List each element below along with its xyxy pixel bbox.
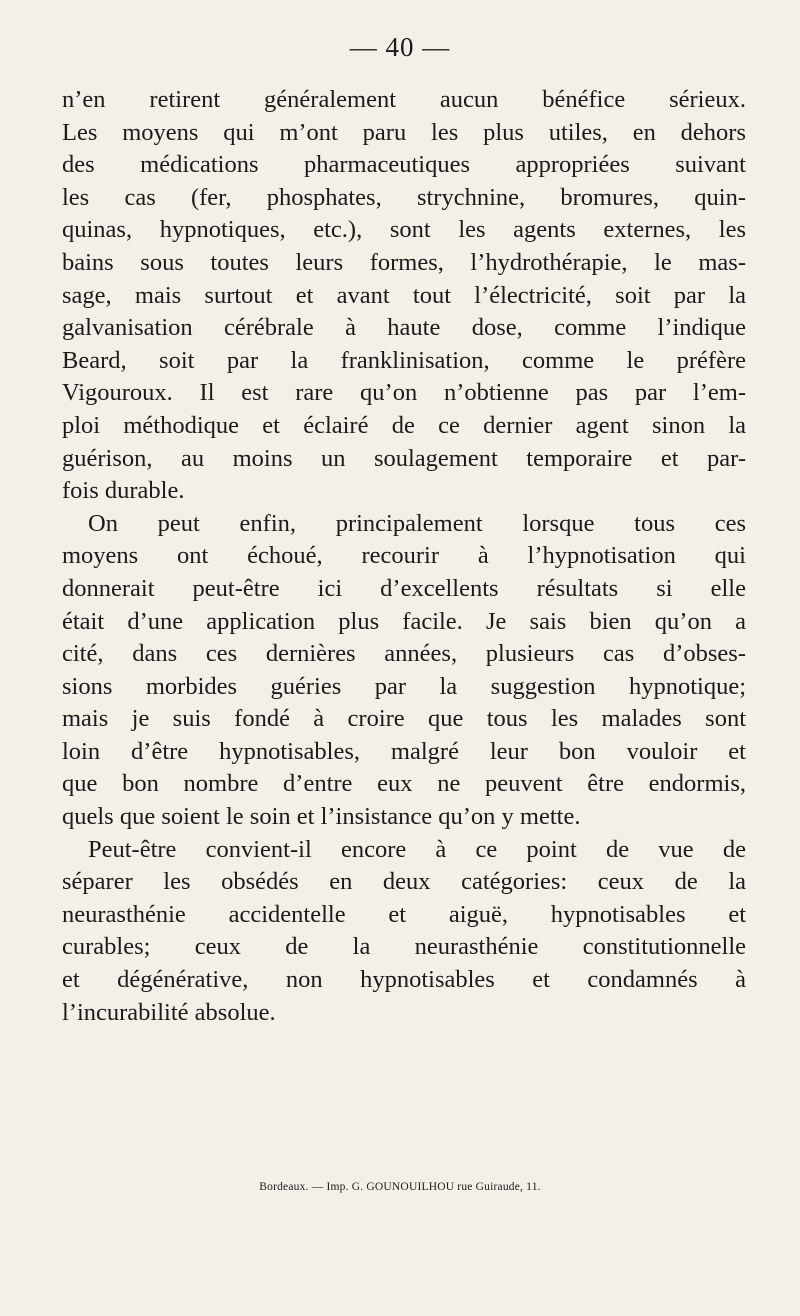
paragraph-end-line: l’incurabilité absolue. — [62, 998, 276, 1026]
text-line: que bon nombre d’entre eux ne peuvent être endormis, — [62, 770, 746, 798]
paragraph-start-line: Peut-être convient-il encore à ce point de vue de — [88, 835, 746, 863]
paragraph-start-line: On peut enfin, principalement lorsque tous ces — [88, 509, 746, 537]
paragraph-end-line: quels que soient le soin et l’insistance qu’on y mette. — [62, 803, 581, 831]
text-line: Beard, soit par la franklinisation, comme le préfère — [62, 346, 746, 374]
text-line: curables; ceux de la neurasthénie constitutionnelle — [62, 933, 746, 961]
paragraph-end-line: fois durable. — [62, 477, 185, 505]
body-text — [62, 84, 746, 1029]
text-line: sions morbides guéries par la suggestion hypnotique; — [62, 672, 746, 700]
text-line: cité, dans ces dernières années, plusieurs cas d’obses- — [62, 640, 746, 668]
text-line: bains sous toutes leurs formes, l’hydrothérapie, le mas- — [62, 248, 746, 276]
text-line: donnerait peut-être ici d’excellents résultats si elle — [62, 574, 746, 602]
page-number: — 40 — — [349, 32, 451, 62]
text-line: moyens ont échoué, recourir à l’hypnotisation qui — [62, 542, 746, 570]
text-line: galvanisation cérébrale à haute dose, comme l’indique — [62, 314, 746, 342]
text-line: guérison, au moins un soulagement temporaire et par- — [62, 444, 746, 472]
text-line: séparer les obsédés en deux catégories: ceux de la — [62, 868, 746, 896]
text-line: sage, mais surtout et avant tout l’électricité, soit par la — [62, 281, 746, 309]
text-line: et dégénérative, non hypnotisables et condamnés à — [62, 966, 746, 994]
text-line: quinas, hypnotiques, etc.), sont les agents externes, les — [62, 216, 746, 244]
text-line: des médications pharmaceutiques appropriées suivant — [62, 151, 746, 179]
text-line: Les moyens qui m’ont paru les plus utiles, en dehors — [62, 118, 746, 146]
text-line: les cas (fer, phosphates, strychnine, bromures, quin- — [62, 183, 746, 211]
text-line: mais je suis fondé à croire que tous les malades sont — [62, 705, 746, 733]
text-line: neurasthénie accidentelle et aiguë, hypnotisables et — [62, 900, 746, 928]
printer-imprint: Bordeaux. — Imp. G. GOUNOUILHOU rue Guiraude, 11. — [259, 1181, 541, 1193]
text-line: Vigouroux. Il est rare qu’on n’obtienne pas par l’em- — [62, 379, 746, 407]
text-line: n’en retirent généralement aucun bénéfice sérieux. — [62, 86, 746, 113]
text-line: était d’une application plus facile. Je sais bien qu’on a — [62, 607, 746, 635]
text-line: loin d’être hypnotisables, malgré leur bon vouloir et — [62, 737, 746, 765]
text-line: ploi méthodique et éclairé de ce dernier agent sinon la — [62, 411, 746, 439]
